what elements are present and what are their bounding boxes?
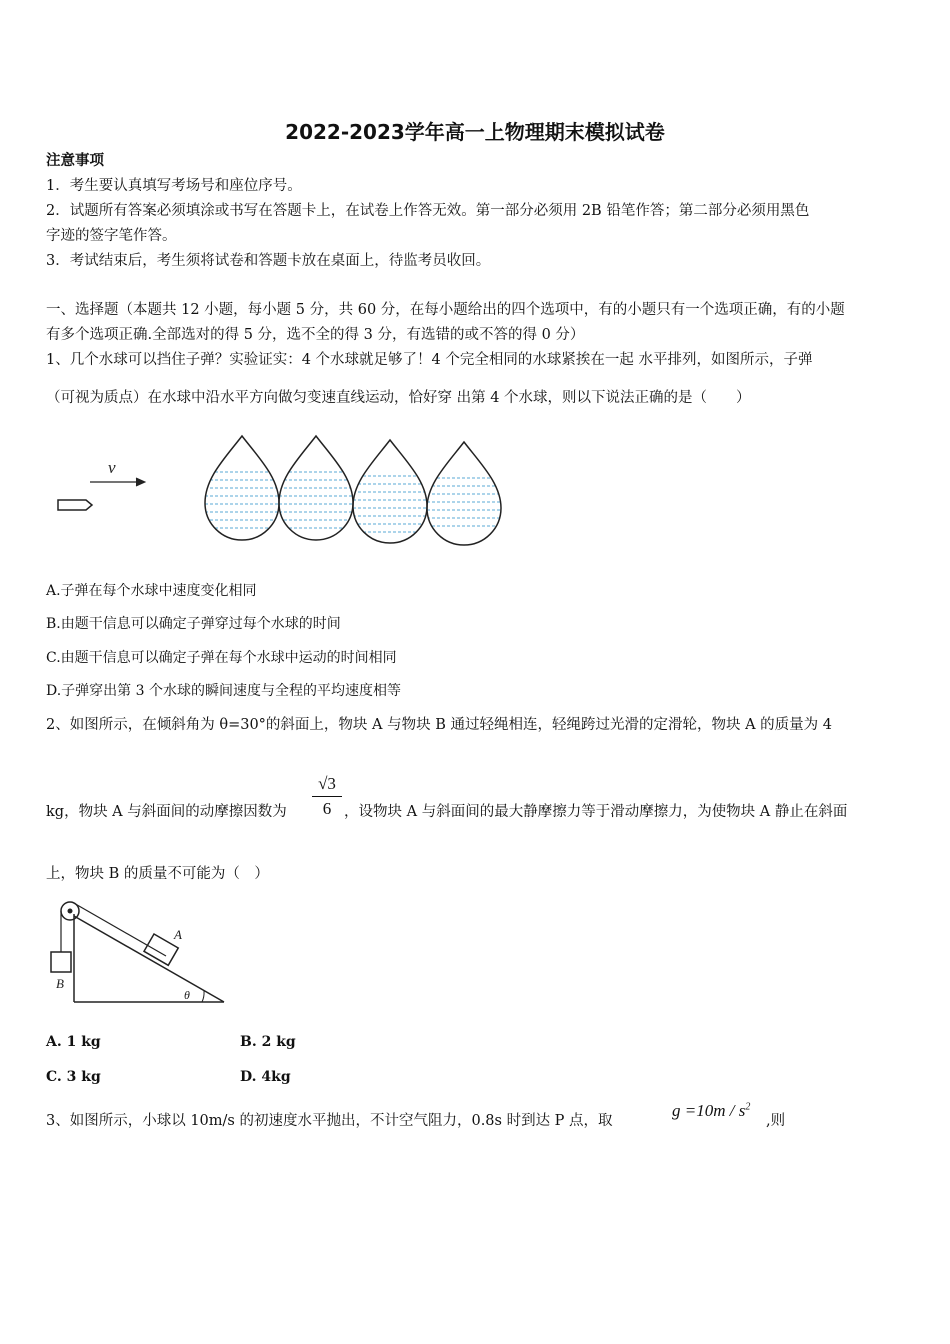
q2-option-b: B. 2 kg <box>240 1034 296 1050</box>
water-ball-2 <box>274 436 358 540</box>
friction-fraction <box>312 774 342 819</box>
q3-line-after: ,则 <box>766 1113 786 1129</box>
formula-exponent: 2 <box>745 1101 751 1113</box>
incline-plane <box>74 914 224 1002</box>
q1-line-1: 1、几个水球可以挡住子弹？实验证实：4 个水球就足够了！4 个完全相同的水球紧挨在一起 水平排列，如图所示，子弹 <box>46 352 813 368</box>
angle-arc <box>202 991 204 1002</box>
notice-item-3: 3．考试结束后，考生须将试卷和答题卡放在桌面上，待监考员收回。 <box>46 253 491 269</box>
block-a-label: A <box>174 927 182 942</box>
q1-option-a: A.子弹在每个水球中速度变化相同 <box>46 583 257 599</box>
fraction-bar <box>312 796 342 797</box>
theta-label: θ <box>184 988 190 1002</box>
q2-line-3: 上，物块 B 的质量不可能为（ ） <box>46 866 269 882</box>
q2-incline-figure <box>44 896 234 1008</box>
velocity-label: v <box>108 458 116 477</box>
notice-item-2-line-2: 字迹的签字笔作答。 <box>46 228 177 244</box>
notice-item-1: 1．考生要认真填写考场号和座位序号。 <box>46 178 302 194</box>
rope <box>61 902 166 956</box>
page-title: 2022-2023学年高一上物理期末模拟试卷 <box>285 120 665 144</box>
q1-option-d: D.子弹穿出第 3 个水球的瞬间速度与全程的平均速度相等 <box>46 683 401 699</box>
bullet-icon <box>58 500 92 510</box>
notice-heading: 注意事项 <box>46 152 104 169</box>
q2-line-1: 2、如图所示，在倾斜角为 θ=30°的斜面上，物块 A 与物块 B 通过轻绳相连，轻绳跨过光滑的定滑轮，物块 A 的质量为 4 <box>46 717 832 733</box>
water-ball-3 <box>348 440 432 543</box>
water-ball-1 <box>200 436 284 540</box>
fraction-numerator: √3 <box>318 774 336 793</box>
q1-option-b: B.由题干信息可以确定子弹穿过每个水球的时间 <box>46 616 341 632</box>
block-b <box>51 952 71 972</box>
q3-line-before: 3、如图所示，小球以 10m/s 的初速度水平抛出，不计空气阻力，0.8s 时到达 P 点，取 <box>46 1113 613 1129</box>
formula-text: g =10m / s <box>672 1101 746 1120</box>
section1-line-1: 一、选择题（本题共 12 小题，每小题 5 分，共 60 分，在每小题给出的四个选项中，有的小题只有一个选项正确，有的小题 <box>46 302 845 318</box>
q2-option-c: C. 3 kg <box>46 1069 101 1085</box>
q1-option-c: C.由题干信息可以确定子弹在每个水球中运动的时间相同 <box>46 650 397 666</box>
q1-line-2: （可视为质点）在水球中沿水平方向做匀变速直线运动，恰好穿 出第 4 个水球，则以下说法正确的是（ ） <box>46 390 751 406</box>
notice-item-2-line-1: 2．试题所有答案必须填涂或书写在答题卡上，在试卷上作答无效。第一部分必须用 2B 铅笔作答；第二部分必须用黑色 <box>46 203 810 219</box>
q2-line-2-after: ，设物块 A 与斜面间的最大静摩擦力等于滑动摩擦力，为使物块 A 静止在斜面 <box>344 804 848 820</box>
water-ball-4 <box>422 442 506 545</box>
section1-line-2: 有多个选项正确.全部选对的得 5 分，选不全的得 3 分，有选错的或不答的得 0 分） <box>46 327 585 343</box>
q2-option-d: D. 4kg <box>240 1069 291 1085</box>
q2-option-a: A. 1 kg <box>46 1034 101 1050</box>
q2-line-2-before: kg，物块 A 与斜面间的动摩擦因数为 <box>46 804 287 820</box>
q3-gravity-formula <box>672 1101 750 1121</box>
velocity-arrow-icon <box>90 478 145 486</box>
fraction-denominator: 6 <box>322 799 332 818</box>
block-b-label: B <box>56 976 64 991</box>
q1-water-balls-figure <box>50 428 520 558</box>
